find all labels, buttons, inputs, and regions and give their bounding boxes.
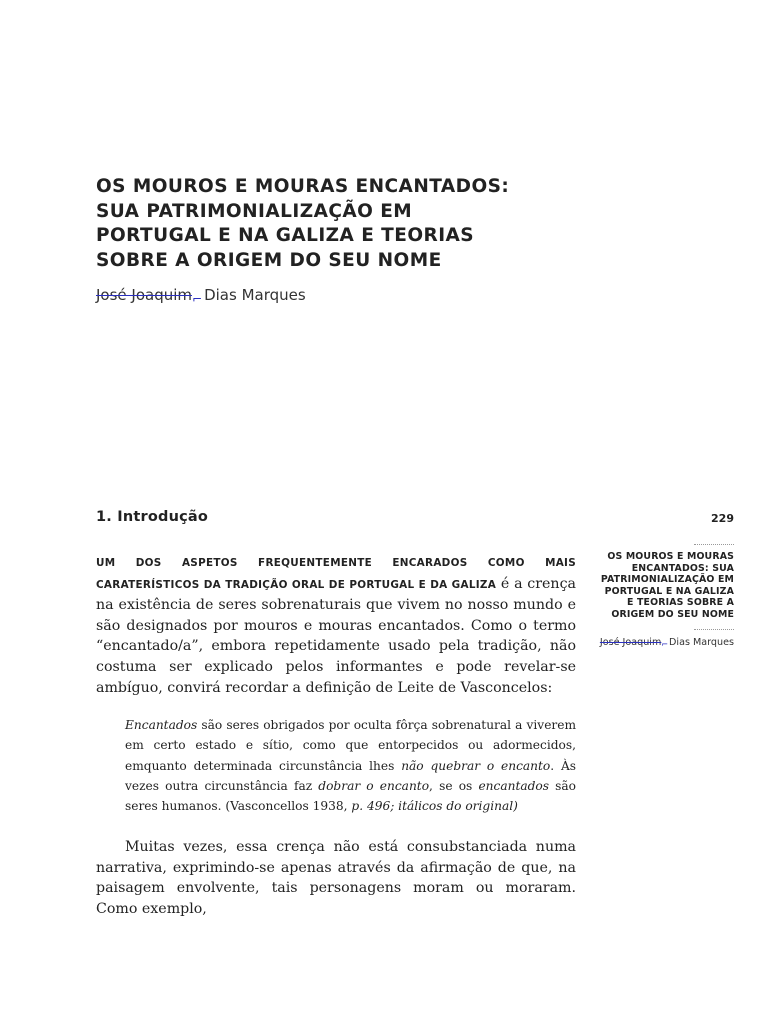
title-line: SOBRE A ORIGEM DO SEU NOME xyxy=(96,249,442,271)
running-title-line: OS MOUROS E MOURAS xyxy=(607,551,734,562)
sidebar-divider xyxy=(694,544,734,545)
quote-citation: p. 496; itálicos do original) xyxy=(351,799,518,814)
quote-text: são seres obrigados por oculta fôrça sobrenatural a viverem em certo estado e sítio, como que entorpecidos ou adormecidos, emquanto determinada circunstância lhes xyxy=(125,718,576,773)
running-title-line: ENCANTADOS: SUA xyxy=(631,562,734,574)
quote-text: . Às vezes outra circunstância faz xyxy=(125,758,577,793)
quote-emphasis: dobrar o encanto xyxy=(318,778,430,793)
running-title-line: E TEORIAS SOBRE A xyxy=(627,597,734,609)
quote-emphasis: Encantados xyxy=(125,718,198,732)
title-line: PORTUGAL E NA GALIZA E TEORIAS xyxy=(96,225,475,246)
running-author-surname: Dias Marques xyxy=(669,637,734,648)
running-author xyxy=(600,637,734,648)
quote-emphasis: encantados xyxy=(478,778,549,793)
author-byline xyxy=(96,286,306,304)
paragraph-lead: UM DOS ASPETOS FREQUENTEMENTE ENCARADOS COMO MAIS CARATERÍSTICOS DA TRADIÇÃO ORAL DE PORTUGAL E DA GALIZA xyxy=(96,557,576,591)
article-title xyxy=(96,175,536,273)
body-paragraph: Muitas vezes, essa crença não está consubstanciada numa narrativa, exprimindo-se apenas através da afirmação de que, na paisagem envolvente, tais personagens moram ou moraram. Como exemplo, xyxy=(96,839,576,917)
running-title-line: ORIGEM DO SEU NOME xyxy=(611,608,734,620)
title-line: SUA PATRIMONIALIZAÇÃO EM xyxy=(96,200,413,222)
author-struck-name: José Joaquim xyxy=(96,286,193,304)
insertion-caret-icon: ⌐ xyxy=(661,640,669,649)
quote-text: , se os xyxy=(429,778,479,793)
author-surname: Dias Marques xyxy=(204,286,306,304)
intro-paragraph xyxy=(96,552,576,698)
insertion-caret-icon: ⌐ xyxy=(192,292,203,306)
running-title xyxy=(594,551,734,621)
paragraph-text: é a crença na existência de seres sobrenaturais que vivem no nosso mundo e são designados por mouros e mouras encantados. Como o termo “encantado/a”, embora repetidamente usado pela tradição, não costuma ser explicado pelos informantes e pode revelar-se ambíguo, convirá recordar a definição de Leite de Vasconcelos: xyxy=(96,575,576,696)
block-quote xyxy=(125,715,576,816)
page-number: 229 xyxy=(711,512,734,525)
sidebar-divider xyxy=(694,629,734,630)
running-title-line: PORTUGAL E NA GALIZA xyxy=(604,585,734,597)
quote-text: são seres humanos. (Vasconcellos 1938, xyxy=(125,778,577,814)
quote-emphasis: não quebrar o encanto xyxy=(401,758,551,773)
running-author-struck-name: José Joaquim xyxy=(599,637,662,648)
running-title-line: PATRIMONIALIZAÇÃO EM xyxy=(600,574,734,586)
title-line: OS MOUROS E MOURAS ENCANTADOS: xyxy=(96,176,510,197)
section-heading: 1. Introdução xyxy=(96,509,209,525)
